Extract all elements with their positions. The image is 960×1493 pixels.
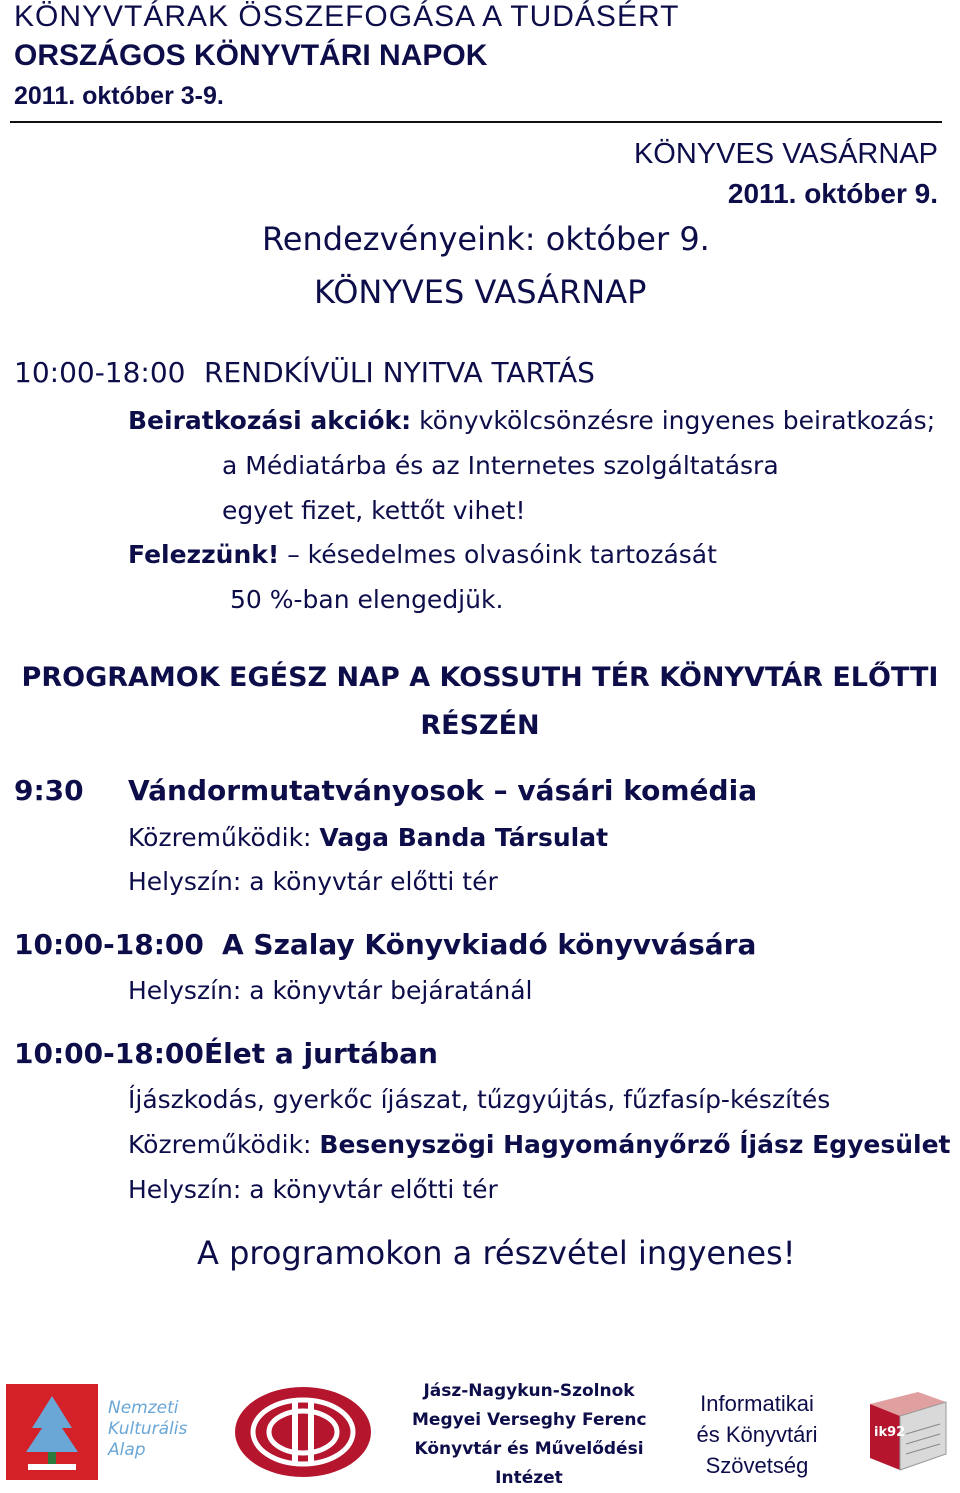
nka-tree-icon xyxy=(6,1384,98,1480)
halve-text: – késedelmes olvasóink tartozását xyxy=(279,540,717,569)
library-line-2: Megyei Verseghy Ferenc xyxy=(412,1410,647,1430)
nka-text xyxy=(108,1398,187,1461)
iksz-line-1: Informatikai xyxy=(700,1391,814,1416)
enroll-line-2: a Médiatárba és az Internetes szolgáltatásra xyxy=(222,451,779,480)
library-emblem-logo xyxy=(232,1384,374,1480)
program-2-title: A Szalay Könyvkiadó könyvvására xyxy=(222,928,757,961)
library-line-1: Jász-Nagykun-Szolnok xyxy=(423,1381,635,1401)
iksz-name xyxy=(682,1388,832,1481)
header-line-1: KÖNYVTÁRAK ÖSSZEFOGÁSA A TUDÁSÉRT xyxy=(14,0,680,33)
enroll-text: könyvkölcsönzésre ingyenes beiratkozás; xyxy=(411,406,936,435)
programs-heading-line-2: RÉSZÉN xyxy=(420,710,540,741)
program-3-desc: Íjászkodás, gyerkőc íjászat, tűzgyújtás, fűzfasíp-készítés xyxy=(128,1085,831,1114)
nka-line-2: Kulturális xyxy=(108,1419,188,1439)
enroll-label: Beiratkozási akciók: xyxy=(128,406,412,435)
program-2-venue: Helyszín: a könyvtár bejáratánál xyxy=(128,976,533,1005)
programs-heading-line-1: PROGRAMOK EGÉSZ NAP A KOSSUTH TÉR KÖNYVTÁR ELŐTTI xyxy=(21,662,939,693)
program-1-time: 9:30 xyxy=(14,774,84,807)
library-line-4: Intézet xyxy=(495,1468,563,1488)
program-1-contrib xyxy=(128,823,608,852)
program-3-title: Élet a jurtában xyxy=(204,1037,438,1070)
program-1-venue: Helyszín: a könyvtár előtti tér xyxy=(128,867,498,896)
nka-line-1: Nemzeti xyxy=(108,1398,179,1418)
enroll-line-3: egyet fizet, kettőt vihet! xyxy=(222,496,526,525)
header-divider xyxy=(10,121,942,123)
opening-time: 10:00-18:00 xyxy=(14,356,186,389)
library-line-3: Könyvtár és Művelődési xyxy=(414,1439,644,1459)
halve-label: Felezzünk! xyxy=(128,540,280,569)
program-3-contrib-name: Besenyszögi Hagyományőrző Íjász Egyesület xyxy=(319,1130,951,1159)
free-note: A programokon a részvétel ingyenes! xyxy=(197,1234,796,1272)
library-name xyxy=(412,1377,646,1493)
program-2-time: 10:00-18:00 xyxy=(14,928,204,961)
book-icon xyxy=(860,1384,952,1476)
opening-title: RENDKÍVÜLI NYITVA TARTÁS xyxy=(204,356,595,389)
right-header-date: 2011. október 9. xyxy=(727,178,938,209)
program-1-contrib-name: Vaga Banda Társulat xyxy=(319,823,609,852)
events-title-line-2: KÖNYVES VASÁRNAP xyxy=(314,273,647,311)
program-3-contrib xyxy=(128,1130,951,1159)
program-3-time: 10:00-18:00 xyxy=(14,1037,204,1070)
header-line-3: 2011. október 3-9. xyxy=(14,82,224,110)
iksz-line-2: és Könyvtári xyxy=(696,1422,818,1447)
halve-line-1 xyxy=(128,540,717,569)
header-line-2: ORSZÁGOS KÖNYVTÁRI NAPOK xyxy=(14,39,488,72)
nka-logo xyxy=(6,1384,98,1480)
events-title-line-1: Rendezvényeink: október 9. xyxy=(262,220,710,258)
iksz-line-3: Szövetség xyxy=(705,1453,809,1478)
nka-line-3: Alap xyxy=(108,1440,146,1460)
iksz-book-logo xyxy=(860,1384,952,1476)
program-1-contrib-label: Közreműködik: xyxy=(128,823,320,852)
halve-line-2: 50 %-ban elengedjük. xyxy=(230,585,504,614)
book-logo-text: ik92 xyxy=(874,1425,906,1440)
program-3-contrib-label: Közreműködik: xyxy=(128,1130,320,1159)
library-emblem-icon xyxy=(232,1384,374,1480)
program-3-venue: Helyszín: a könyvtár előtti tér xyxy=(128,1175,498,1204)
program-1-title: Vándormutatványosok – vásári komédia xyxy=(128,774,758,807)
enroll-line-1 xyxy=(128,406,935,435)
right-header-title: KÖNYVES VASÁRNAP xyxy=(633,138,938,170)
